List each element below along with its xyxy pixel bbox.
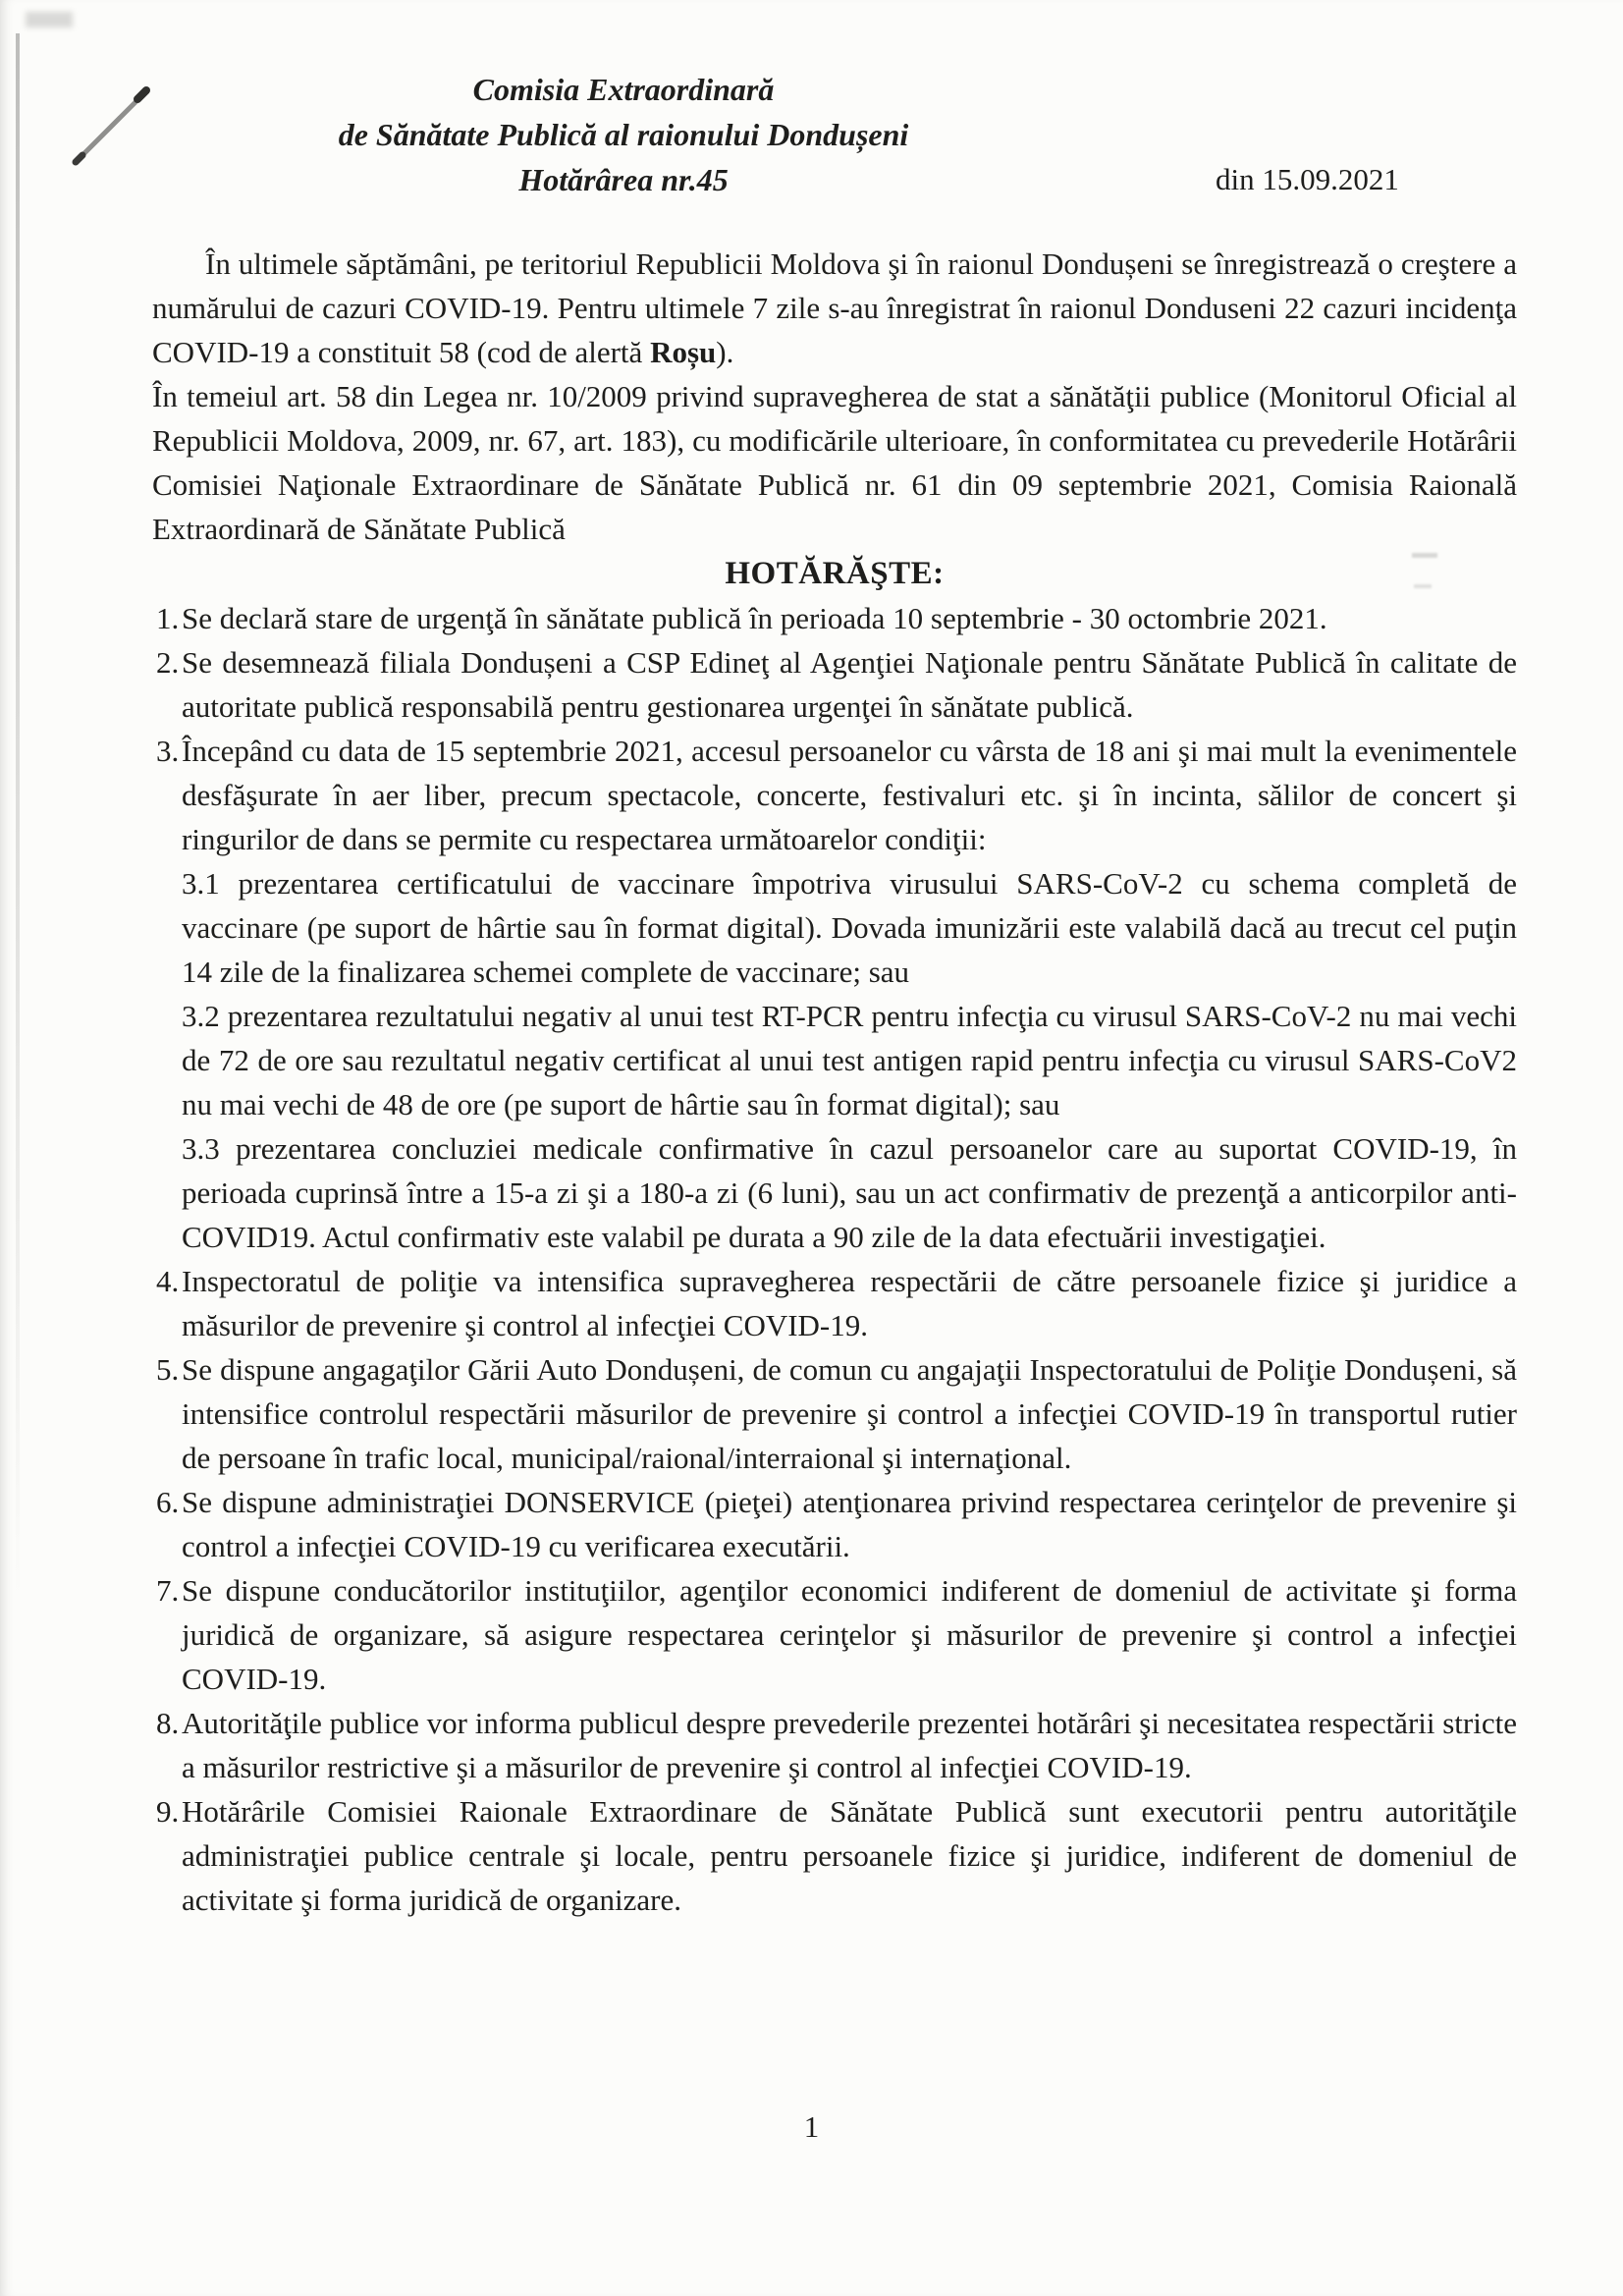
item-text: Se dispune conducătorilor instituţiilor, agenţilor economici indiferent de domeniul de activitate şi forma juridică de organizare, să asigure respectarea cerinţelor şi măsurilor de prevenire şi control a infecţiei COVID-19. — [182, 1573, 1517, 1696]
resolution-item-5 — [152, 1347, 1517, 1480]
resolution-subitem-3-2: 3.2 prezentarea rezultatului negativ al unui test RT-PCR pentru infecţia cu virusul SARS-CoV-2 nu mai vechi de 72 de ore sau rezultatul negativ certificat al unui test antigen rapid pentru infecţia cu virusul SARS-CoV2 nu mai vechi de 48 de ore (pe suport de hârtie sau în format digital); sau — [182, 999, 1517, 1121]
item-text: Autorităţile publice vor informa publicul despre prevederile prezentei hotărâri şi necesitatea respectării stricte a măsurilor restrictive şi a măsurilor de prevenire şi control al infecţiei COVID-19. — [182, 1706, 1517, 1784]
document-body — [152, 242, 1517, 1922]
item-text: Se desemnează filiala Dondușeni a CSP Edineţ al Agenţiei Naţionale pentru Sănătate Publică în calitate de autoritate publică responsabilă pentru gestionarea urgenţei în sănătate publică. — [182, 645, 1517, 724]
title-line-2: de Sănătate Publică al raionului Dondușeni — [338, 117, 909, 152]
item-number: 7. — [156, 1573, 180, 1608]
item-number: 4. — [156, 1264, 180, 1298]
resolution-item-9 — [152, 1789, 1517, 1922]
page-number: 1 — [803, 2109, 820, 2144]
resolution-item-6 — [152, 1480, 1517, 1568]
title-line-1: Comisia Extraordinară — [472, 72, 775, 107]
item-number: 5. — [156, 1352, 180, 1387]
resolution-item-8 — [152, 1701, 1517, 1789]
intro-paragraph-1-text: În ultimele săptămâni, pe teritoriul Republicii Moldova şi în raionul Dondușeni se înregistrează o creştere a numărului de cazuri COVID-19. Pentru ultimele 7 zile s-au înregistrat în raionul Donduseni 22 cazuri incidenţa COVID-19 a constituit 58 (cod de alertă — [152, 246, 1517, 369]
item-text: Se declară stare de urgenţă în sănătate publică în perioada 10 septembrie - 30 octombrie 2021. — [182, 601, 1327, 635]
resolution-item-7 — [152, 1568, 1517, 1701]
item-text: Hotărârile Comisiei Raionale Extraordinare de Sănătate Publică sunt executorii pentru autorităţile administraţiei publice centrale şi locale, pentru persoanele fizice şi juridice, indiferent de domeniul de activitate şi forma juridică de organizare. — [182, 1794, 1517, 1917]
resolution-item-2 — [152, 640, 1517, 729]
item-text: Se dispune administraţiei DONSERVICE (pieţei) atenţionarea privind respectarea cerinţelor de prevenire şi control a infecţiei COVID-19 cu verificarea executării. — [182, 1485, 1517, 1563]
scan-corner-smudge — [26, 12, 73, 27]
document-date: din 15.09.2021 — [1216, 162, 1399, 196]
intro-paragraph-1-end: ). — [716, 335, 734, 369]
item-number: 3. — [156, 734, 180, 768]
pen-mark-icon — [67, 81, 157, 171]
item-number: 2. — [156, 645, 180, 680]
item-text: Inspectoratul de poliţie va intensifica supravegherea respectării de către persoanele fizice şi juridice a măsurilor de prevenire şi control al infecţiei COVID-19. — [182, 1264, 1517, 1342]
intro-paragraph-2: În temeiul art. 58 din Legea nr. 10/2009 privind supravegherea de stat a sănătăţii publice (Monitorul Oficial al Republicii Moldova, 2009, nr. 67, art. 183), cu modificările ulterioare, în conformitatea cu prevederile Hotărârii Comisiei Naţionale Extraordinare de Sănătate Publică nr. 61 din 09 septembrie 2021, Comisia Raională Extraordinară de Sănătate Publică — [152, 379, 1517, 546]
document-header — [152, 67, 1095, 202]
resolution-item-3 — [152, 729, 1517, 1259]
item-number: 1. — [156, 601, 180, 635]
resolution-heading: HOTĂRĂŞTE: — [725, 556, 945, 591]
scan-edge-artifact — [16, 33, 20, 1605]
resolution-subitem-3-3: 3.3 prezentarea concluziei medicale confirmative în cazul persoanelor care au suportat COVID-19, în perioada cuprinsă între a 15-a zi şi a 180-a zi (6 luni), sau un act confirmativ de prezenţă a anticorpilor anti-COVID19. Actul confirmativ este valabil pe durata a 90 zile de la data efectuării investigaţiei. — [182, 1131, 1517, 1254]
item-number: 8. — [156, 1706, 180, 1740]
alert-code-bold: Roșu — [650, 335, 717, 369]
resolution-item-1 — [152, 596, 1517, 640]
item-number: 6. — [156, 1485, 180, 1519]
item-text: Se dispune angagaţilor Gării Auto Dondușeni, de comun cu angajaţii Inspectoratului de Poliţie Dondușeni, să intensifice controlul respectării măsurilor de prevenire şi control a infecţiei COVID-19 în transportul rutier de persoane în trafic local, municipal/raional/interraional şi internaţional. — [182, 1352, 1517, 1475]
item-text: Începând cu data de 15 septembrie 2021, accesul persoanelor cu vârsta de 18 ani şi mai mult la evenimentele desfăşurate în aer liber, precum spectacole, concerte, festivaluri etc. şi în incinta, sălilor de concert şi ringurilor de dans se permite cu respectarea următoarelor condiţii: — [182, 734, 1517, 856]
item-number: 9. — [156, 1794, 180, 1829]
intro-paragraph-1 — [152, 242, 1517, 374]
resolution-subitem-3-1: 3.1 prezentarea certificatului de vaccinare împotriva virusului SARS-CoV-2 cu schema completă de vaccinare (pe suport de hârtie sau în format digital). Dovada imunizării este valabilă dacă au trecut cel puţin 14 zile de la finalizarea schemei complete de vaccinare; sau — [182, 866, 1517, 989]
title-line-3: Hotărârea nr.45 — [518, 162, 729, 197]
resolution-items — [152, 596, 1517, 1922]
resolution-item-4 — [152, 1259, 1517, 1347]
